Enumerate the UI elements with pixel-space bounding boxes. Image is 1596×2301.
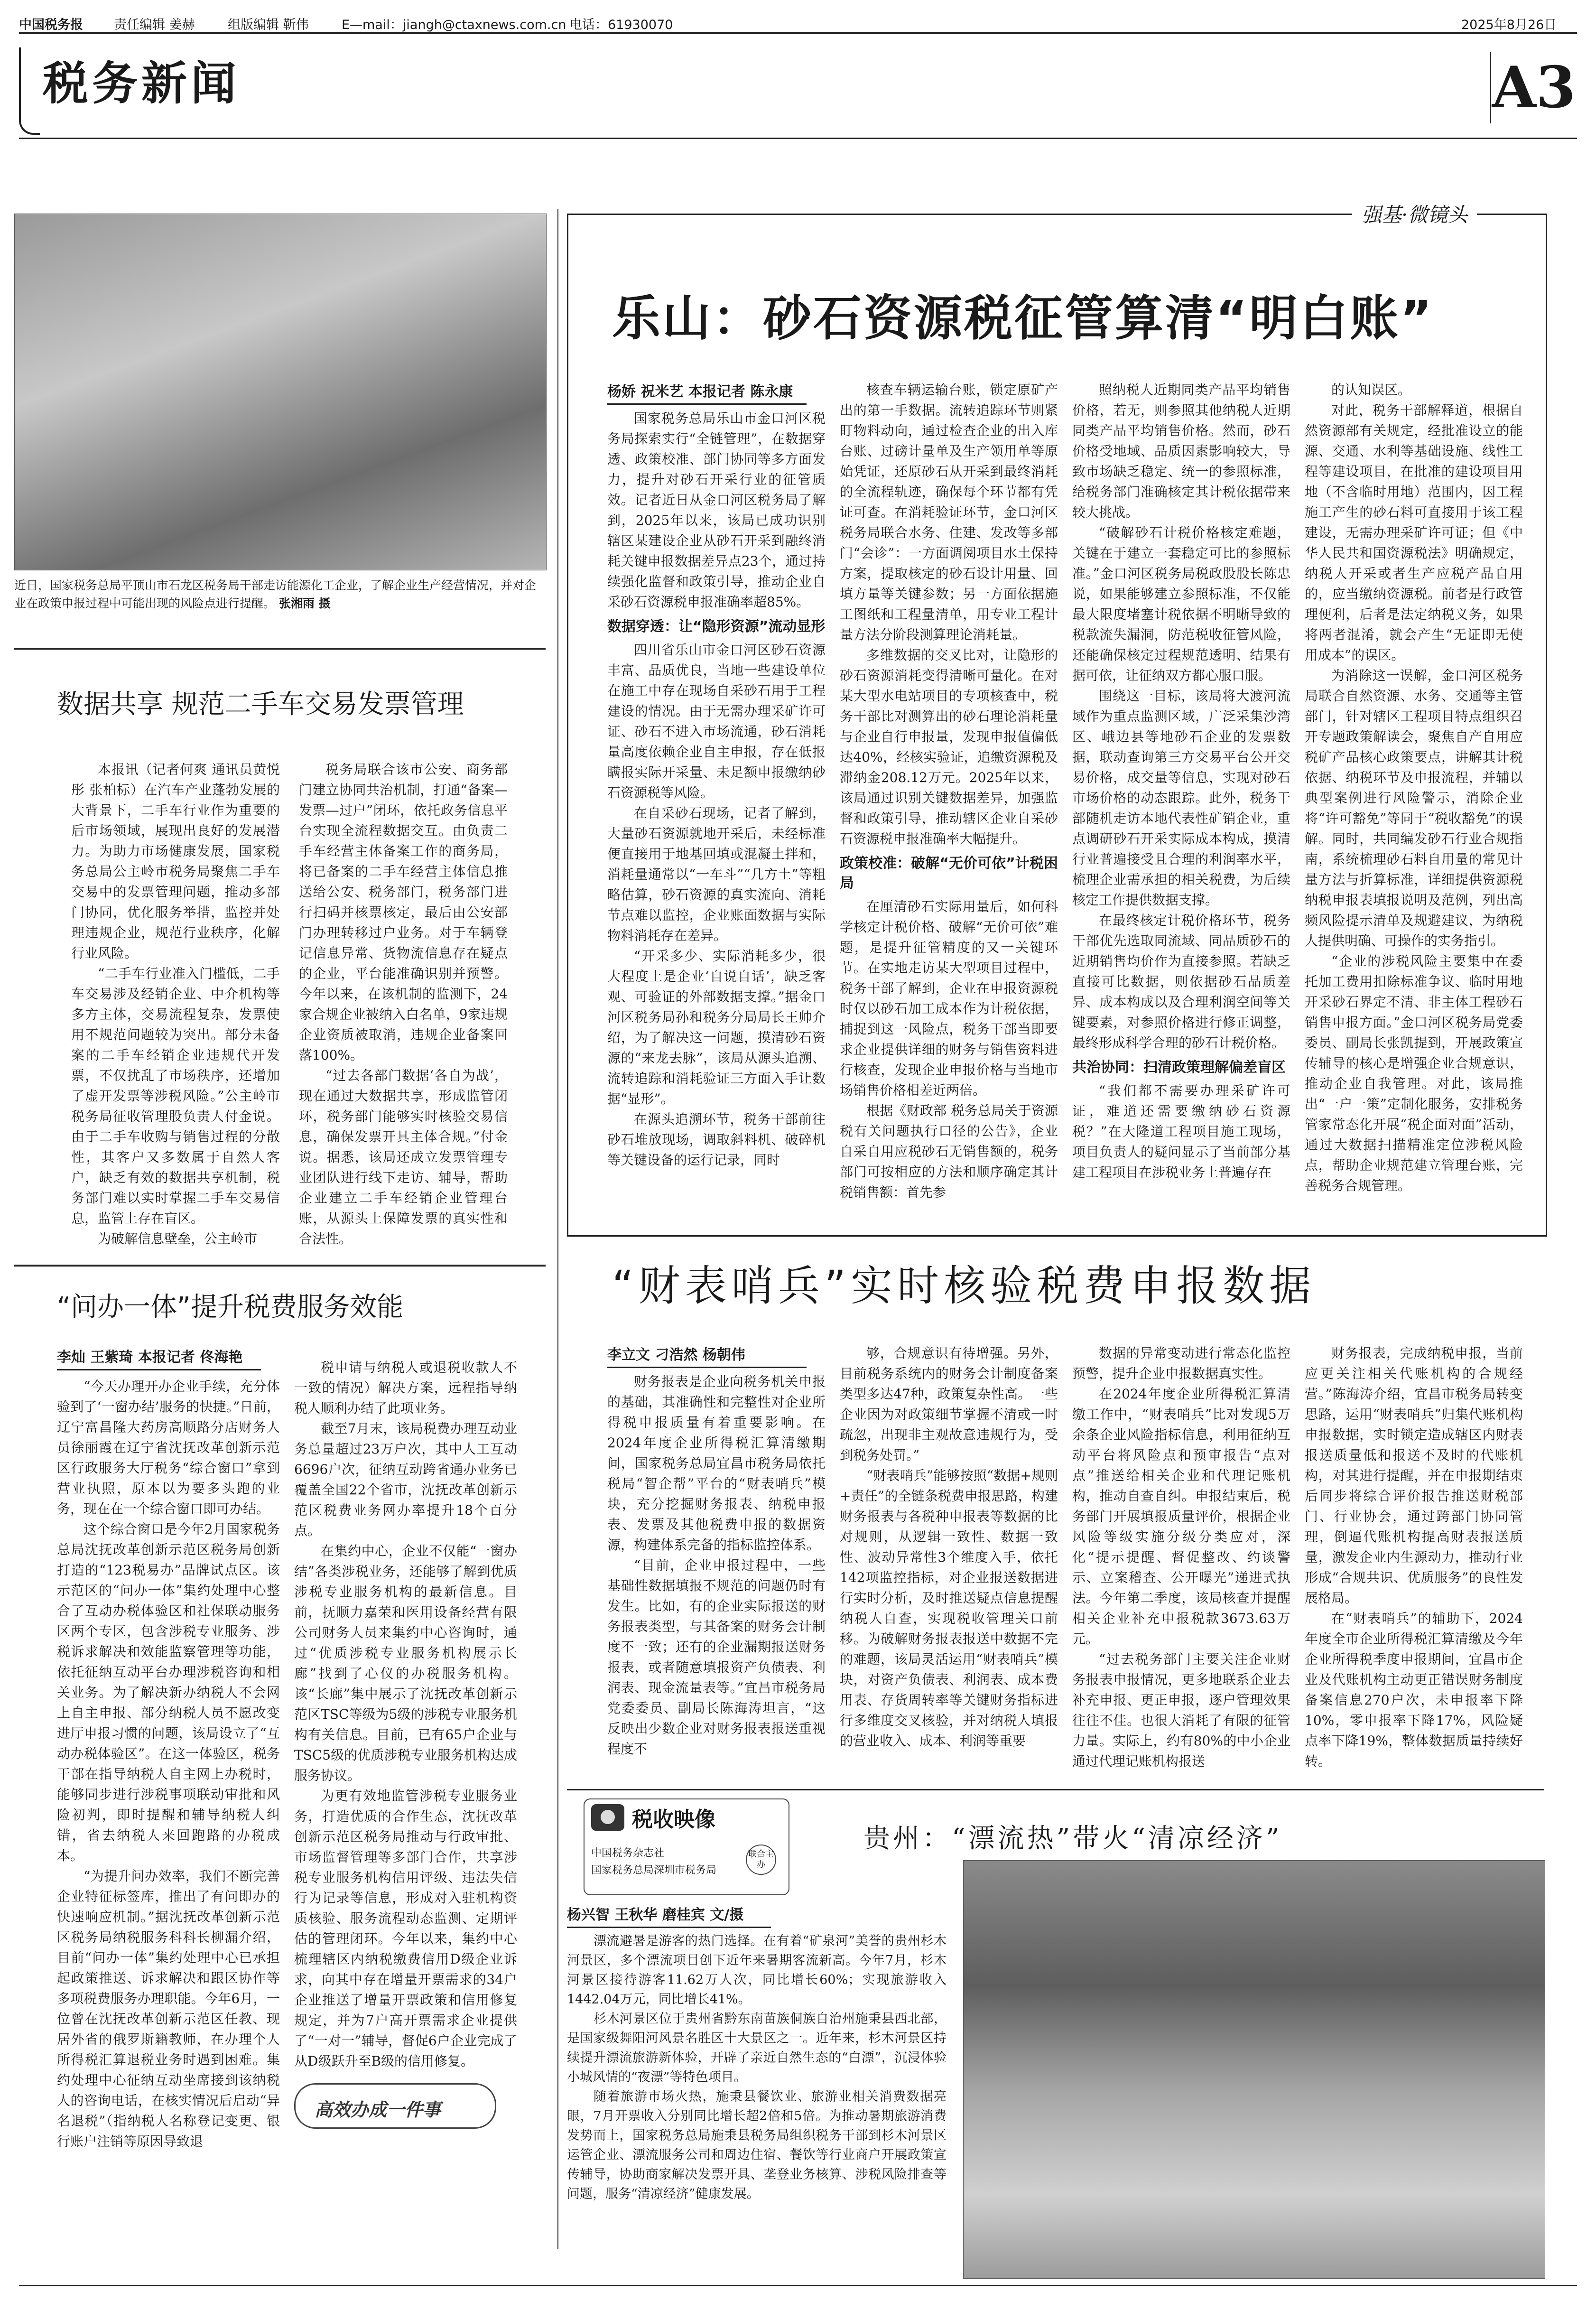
photo1-caption — [14, 577, 546, 617]
paragraph: 的认知误区。 — [1331, 382, 1411, 398]
paragraph: “开采多少、实际消耗多少，很大程度上是企业‘自说自话’，缺乏客观、可验证的外部数据支撑。”据金口河区税务局孙和税务分局局长王帅介绍，为了解决这一问题，摸清砂石资源的“来龙去脉”，该局从源头追溯、流转追踪和消耗验证三方面入手让数据“显形”。 — [607, 948, 826, 1107]
paragraph: “我们都不需要办理采矿许可证，难道还需要缴纳砂石资源税？”在大隆道工程项目施工现场，项目负责人的疑问显示了当前部分基建工程项目在涉税业务上普遍存在 — [1072, 1083, 1290, 1180]
layout-editor: 组版编辑 靳伟 — [228, 18, 309, 32]
banner-text: 高效办成一件事 — [315, 2099, 441, 2120]
subhead: 共治协同：扫清政策理解偏差盲区 — [1072, 1059, 1286, 1076]
paragraph: 多维数据的交叉比对，让隐形的砂石资源消耗变得清晰可量化。在对某大型水电站项目的专项核查中，税务干部比对测算出的砂石理论消耗量与企业自行申报量，发现申报值偏低达40%，经核实验证，追缴资源税及滞纳金208.12万元。2025年以来，该局通过识别关键数据差异，加强监督和政策引导，推动辖区企业自采砂石资源税申报准确率大幅提升。 — [840, 647, 1058, 847]
main2-col4 — [1305, 1343, 1523, 1779]
paragraph: “企业的涉税风险主要集中在委托加工费用扣除标准争议、临时用地开采砂石界定不清、非主体工程砂石销售申报方面。”金口河区税务局党委委员、副局长张凯提到，开展政策宣传辅导的核心是增强企业合规意识，推动企业自我管理。对此，该局推出“一户一策”定制化服务，安排税务管家常态化开展“税企面对面”活动，通过大数据扫描精准定位涉税风险点，帮助企业规范建立管理台账，完善税务合规管理。 — [1305, 953, 1523, 1193]
paragraph: 财务报表是企业向税务机关申报的基础，其准确性和完整性对企业所得税申报质量有着重要影响。在2024年度企业所得税汇算清缴期间，国家税务总局宜昌市税务局依托税局“智企帮”平台的“财表哨兵”模块，充分挖掘财务报表、纳税申报表、发票及其他税费申报的数据资源，构建体系完备的指标监控体系。 — [607, 1374, 826, 1553]
paragraph: 四川省乐山市金口河区砂石资源丰富、品质优良，当地一些建设单位在施工中存在现场自采砂石用于工程建设的情况。由于无需办理采矿许可证、砂石不进入市场流通，砂石消耗量高度依赖企业自主申报，存在低报瞒报实际开采量、未足额申报缴纳砂石资源税等风险。 — [607, 642, 826, 801]
paragraph: 国家税务总局乐山市金口河区税务局探索实行“全链管理”，在数据穿透、政策校准、部门协同等多方面发力，提升对砂石开采行业的征管质效。记者近日从金口河区税务局了解到，2025年以来，该局已成功识别辖区某建设企业从砂石开采到融终消耗关键申报数据差异点23个，通过持续强化监督和政策引导，推动企业自采砂石资源税申报准确率超85%。 — [607, 410, 826, 610]
masthead — [19, 9, 1577, 33]
column-tag: 强基·微镜头 — [1352, 199, 1477, 228]
paragraph: 本报讯（记者何爽 通讯员黄悦彤 张柏标）在汽车产业蓬勃发展的大背景下，二手车行业作为重要的后市场领域，展现出良好的发展潜力。为助力市场健康发展，国家税务总局公主岭市税务局聚焦二手车交易中的发票管理问题，推动多部门协同，优化服务举措，监控并处理违规企业，规范行业秩序，化解行业风险。 — [71, 762, 280, 961]
badge-seal: 联合主办 — [746, 1845, 776, 1875]
left2-col2 — [294, 1357, 517, 2069]
paragraph: 漂流避暑是游客的热门选择。在有着“矿泉河”美誉的贵州杉木河景区，多个漂流项目创下近年来暑期客流新高。今年7月，杉木河景区接待游客11.62万人次，同比增长60%；实现旅游收入1442.04万元，同比增长41%。 — [567, 1934, 946, 2007]
paragraph: 在2024年度企业所得税汇算清缴工作中，“财表哨兵”比对发现5万余条企业风险指标信息，利用征纳互动平台将风险点和预审报告“点对点”推送给相关企业和代理记账机构，推动自查自纠。申报结束后，税务部门开展填报质量评价，根据企业风险等级实施分级分类应对，深化“提示提醒、督促整改、约谈警示、立案稽查、公开曝光”递进式执法。今年第二季度，该局核查并提醒相关企业补充申报税款3673.63万元。 — [1072, 1386, 1290, 1647]
paragraph: 对此，税务干部解释道，根据自然资源部有关规定，经批准设立的能源、交通、水利等基础设施、线性工程等建设项目，在批准的建设项目用地（不含临时用地）范围内，因工程施工产生的砂石料可直接用于该工程建设，无需办理采矿许可证；但《中华人民共和国资源税法》明确规定，纳税人开采或者生产应税产品自用的，应当缴纳资源税。前者是行政管理便利，后者是法定纳税义务，如果将两者混淆，就会产生“无证即无使用成本”的误区。 — [1305, 402, 1523, 663]
left2-top-rule — [14, 1265, 546, 1267]
paragraph: 数据的异常变动进行常态化监控预警，提升企业申报数据真实性。 — [1072, 1345, 1290, 1381]
paragraph: “财表哨兵”能够按照“数据+规则+责任”的全链条税费申报思路，构建财务报表与各税种申报表等数据的比对规则，从逻辑一致性、数据一致性、波动异常性3个维度入手，依托142项监控指标，对企业报送数据进行实时分析，及时推送疑点信息提醒纳税人自查，实现税收管理关口前移。为破解财务报表报送中数据不完的难题，该局灵活运用“财表哨兵”模块，对资产负债表、利润表、成本费用表、存货周转率等关键财务指标进行多维度交叉核验，并对纳税人填报的营业收入、成本、利润等重要 — [840, 1468, 1058, 1749]
main1-col2 — [840, 380, 1058, 1224]
left2-byline: 李灿 王紫琦 本报记者 佟海艳 — [57, 1345, 261, 1370]
masthead-rule — [19, 32, 1577, 34]
paragraph: 为消除这一误解，金口河区税务局联合自然资源、水务、交通等主管部门，针对辖区工程项目特点组织召开专题政策解读会，聚焦自产自用应税矿产品核心政策要点，讲解其计税依据、纳税环节及申报流程，并辅以典型案例进行风险警示，消除企业将“许可豁免”等同于“税收豁免”的误解。同时，共同编发砂石行业合规指南，系统梳理砂石料自用量的常见计量方法与折算标准，详细提供资源税纳税申报表填报说明及范例，列出高频风险提示清单及规避建议，为纳税人提供明确、可操作的实务指引。 — [1305, 668, 1523, 949]
subhead: 政策校准：破解“无价可依”计税困局 — [840, 855, 1058, 892]
paragraph: 财务报表，完成纳税申报，当前应更关注相关代账机构的合规经营。”陈海涛介绍，宜昌市税务局转变思路，运用“财表哨兵”归集代账机构申报数据，实时锁定造成辖区内财表报送质量低和报送不及时的代账机构，对其进行提醒，并在申报期结束后同步将综合评价报告推送财税部门、行业协会，通过跨部门协同管理，倒逼代账机构提高财表报送质量，激发企业内生源动力，推动行业形成“合规共识、优质服务”的良性发展格局。 — [1305, 1345, 1523, 1606]
main2-col1 — [607, 1371, 826, 1779]
feature-headline: 贵州：“漂流热”带火“清凉经济” — [863, 1823, 1282, 1854]
camera-icon — [591, 1804, 624, 1831]
paragraph: “为提升问办效率，我们不断完善企业特征标签库，推出了有问即办的快速响应机制。”据沈抚改革创新示范区税务局纳税服务科科长柳漏介绍，目前“问办一体”集约处理中心已承担起政策推送、诉求解决和跟区协作等多项税费服务办理职能。今年6月，一位曾在沈抚改革创新示范区任教、现居外省的俄罗斯籍教师，在办理个人所得税汇算退税业务时遇到困难。集约处理中心征纳互动坐席接到该纳税人的咨询电话，在核实情况后启动“异名退税”（指纳税人名称登记变更、银行账户注销等原因导致退 — [57, 1868, 280, 2149]
paragraph: 在最终核定计税价格环节，税务干部优先选取同流域、同品质砂石的近期销售均价作为直接参照。若缺乏直接可比数据，则依据砂石品质差异、成本构成以及合理利润空间等关键要素，对参照价格进行修正调整，最终形成科学合理的砂石计税价格。 — [1072, 913, 1290, 1051]
feature-text — [567, 1931, 946, 2282]
paragraph: 税申请与纳税人或退税收款人不一致的情况）解决方案，远程指导纳税人顺利办结了此项业务。 — [294, 1360, 517, 1416]
photo1-caption-text: 近日，国家税务总局平顶山市石龙区税务局干部走访能源化工企业，了解企业生产经营情况，并对企业在政策申报过程中可能出现的风险点进行提醒。 — [14, 578, 537, 610]
paragraph: 核查车辆运输台账，锁定原矿产出的第一手数据。流转追踪环节则紧盯物料动向，通过检查企业的出入库台账、过磅计量单及生产领用单等原始凭证，还原砂石从开采到最终消耗的全流程轨迹，确保每个环节都有凭证可查。在消耗验证环节，金口河区税务局联合水务、住建、发改等多部门“会诊”：一方面调阅项目水土保持方案，提取核定的砂石设计用量、回填方量等关键参数；另一方面依据施工图纸和工程量清单，用专业工程计量方法分阶段测算理论消耗量。 — [840, 382, 1058, 643]
main1-byline: 杨娇 祝米艺 本报记者 陈永康 — [607, 380, 807, 405]
paragraph: 根据《财政部 税务总局关于资源税有关问题执行口径的公告》，企业自采自用应税砂石无销售额的，税务部门可按相应的方法和顺序确定其计税销售额：首先参 — [840, 1103, 1058, 1200]
column-divider — [557, 209, 558, 2249]
paragraph: 照纳税人近期同类产品平均销售价格，若无，则参照其他纳税人近期同类产品平均销售价格。然而，砂石价格受地域、品质因素影响较大，导致市场缺乏稳定、统一的参照标准，给税务部门准确核定其计税依据带来较大挑战。 — [1072, 382, 1290, 520]
photo1-credit: 张湘雨 摄 — [278, 596, 331, 610]
left1-col2 — [299, 759, 508, 1253]
email: E—mail：jiangh@ctaxnews.com.cn — [342, 18, 566, 32]
issue-date: 2025年8月26日 — [1461, 18, 1557, 32]
badge-sub1: 中国税务杂志社 — [591, 1847, 665, 1859]
paragraph: 这个综合窗口是今年2月国家税务总局沈抚改革创新示范区税务局创新打造的“123税易办”品牌试点区。该示范区的“问办一体”集约处理中心整合了互动办税体验区和社保联动服务区两个专区，包含涉税专业服务、涉税诉求解决和效能监察管理等功能，依托征纳互动平台办理涉税咨询和相关业务。为了解决新办纳税人不会网上自主申报、部分纳税人员不愿改变进厅申报习惯的问题，该局设立了“互动办税体验区”。在这一体验区，税务干部在指导纳税人自主网上办税时，能够同步进行涉税事项联动审批和风险初判，即时提醒和辅导纳税人纠错，省去纳税人来回跑路的办税成本。 — [57, 1521, 280, 1863]
section-title: 税务新闻 — [43, 56, 240, 110]
paragraph: “过去各部门数据‘各自为战’，现在通过大数据共享，形成监管闭环，税务部门能够实时核验交易信息，确保发票开具主体合规。”付金说。据悉，该局还成立发票管理专业团队进行线下走访、辅导，帮助企业建立二手车经销企业管理台账，从源头上保障发票的真实性和合法性。 — [299, 1068, 508, 1247]
paragraph: “目前，企业申报过程中，一些基础性数据填报不规范的问题仍时有发生。比如，有的企业实际报送的财务报表类型，与其备案的财务会计制度不一致；还有的企业漏期报送财务报表，或者随意填报资产负债表、利润表、现金流量表等。”宜昌市税务局党委委员、副局长陈海涛坦言，“这反映出少数企业对财务报表报送重视程度不 — [607, 1557, 826, 1757]
footer-rule — [19, 2285, 1577, 2286]
paragraph: 在“财表哨兵”的辅助下，2024年度全市企业所得税汇算清缴及今年企业所得税季度申报期间，宜昌市企业及代账机构主动更正错误财务制度备案信息270户次，未申报率下降10%，零申报率下降17%，风险疑点率下降19%，整体数据质量持续好转。 — [1305, 1611, 1523, 1769]
main1-col1 — [607, 408, 826, 1224]
feature-top-rule — [567, 1789, 1544, 1790]
main1-col3 — [1072, 380, 1290, 1224]
paragraph: 截至7月末，该局税费办理互动业务总量超过23万户次，其中人工互动6696户次，征纳互动跨省通办业务已覆盖全国22个省市，沈抚改革创新示范区税费业务网办率提升18个百分点。 — [294, 1421, 517, 1538]
subhead: 数据穿透：让“隐形资源”流动显形 — [607, 618, 826, 635]
banner-pill — [294, 2083, 496, 2129]
paragraph: 够，合规意识有待增强。另外，目前税务系统内的财务会计制度备案类型多达47种，政策复杂性高。一些企业因为对政策细节掌握不清或一时疏忽，出现非主观故意违规行为，受到税务处罚。” — [840, 1345, 1058, 1463]
header-rule — [19, 138, 1577, 139]
main2-headline: “财表哨兵”实时核验税费申报数据 — [612, 1261, 1316, 1310]
paragraph: “破解砂石计税价格核定难题，关键在于建立一套稳定可比的参照标准。”金口河区税务局税政股股长陈忠说，如果能够建立参照标准，不仅能最大限度堵塞计税依据不明晰导致的税款流失漏洞，防范税收征管风险，还能确保核定过程规范透明、结果有据可依，让征纳双方都心服口服。 — [1072, 525, 1290, 683]
main2-byline: 李立文 刁浩然 杨朝伟 — [607, 1343, 807, 1368]
paragraph: 在集约中心，企业不仅能“一窗办结”各类涉税业务，还能够了解到优质涉税专业服务机构的最新信息。目前，抚顺力嘉荣和医用设备经营有限公司财务人员来集约中心咨询时，通过“优质涉税专业服务机构展示长廊”找到了心仪的办税服务机构。该“长廊”集中展示了沈抚改革创新示范区TSC等级为5级的涉税专业服务机构有关信息。目前，已有65户企业与TSC5级的优质涉税专业服务机构达成服务协议。 — [294, 1543, 517, 1783]
paragraph: 随着旅游市场火热，施秉县餐饮业、旅游业相关消费数据亮眼，7月开票收入分别同比增长超2倍和5倍。为推动暑期旅游消费发势而上，国家税务总局施秉县税务局组织税务干部到杉木河景区运管企业、漂流服务公司和周边住宿、餐饮等行业商户开展政策宣传辅导，协助商家解决发票开具、垄登业务核算、涉税风险排查等问题，服务“清凉经济”健康发展。 — [567, 2089, 946, 2201]
main2-col2 — [840, 1343, 1058, 1779]
left2-col1 — [57, 1376, 280, 2235]
left1-col1 — [71, 759, 280, 1253]
paragraph: 为破解信息壁垒，公主岭市 — [98, 1231, 258, 1247]
page-number: A3 — [1490, 52, 1577, 123]
main1-col4 — [1305, 380, 1523, 1224]
paragraph: 在厘清砂石实际用量后，如何科学核定计税价格、破解“无价可依”难题，是提升征管精度的又一关键环节。在实地走访某大型项目过程中，税务干部了解到，企业在申报资源税时仅以砂石加工成本作为计税依据，捕捉到这一风险点，税务干部当即要求企业提供详细的财务与销售资料进行核查，发现企业申报价格与当地市场销售价格相差近两倍。 — [840, 899, 1058, 1098]
editor: 责任编辑 姜赫 — [114, 18, 195, 32]
paragraph: 税务局联合该市公安、商务部门建立协同共治机制，打通“备案—发票—过户”闭环，依托政务信息平台实现全流程数据交互。由负责二手车经营主体备案工作的商务局，将已备案的二手车经营主体信息推送给公安、税务部门，税务部门进行扫码并核票核定，最后由公安部门办理转移过户业务。对于车辆登记信息异常、货物流信息存在疑点的企业，平台能准确识别并预警。今年以来，在该机制的监测下，24家合规企业被纳入白名单，9家违规企业资质被取消，违规企业备案回落100%。 — [299, 762, 508, 1063]
section-bracket — [19, 47, 40, 135]
feature-badge — [584, 1798, 789, 1895]
left1-headline: 数据共享 规范二手车交易发票管理 — [57, 689, 464, 720]
paragraph: “今天办理开办企业手续，充分体验到了‘一窗办结’服务的快捷。”日前，辽宁富昌隆大药房高顺路分店财务人员徐丽霞在辽宁省沈抚改革创新示范区行政服务大厅税务“综合窗口”拿到营业执照，原本以为要多头跑的业务，现在在一个综合窗口即可办结。 — [57, 1379, 280, 1517]
left1-top-rule — [14, 648, 546, 650]
phone: 电话：61930070 — [569, 18, 673, 32]
feature-byline: 杨兴智 王秋华 磨桂宾 文/摄 — [567, 1903, 771, 1928]
paragraph: 为更有效地监管涉税专业服务业务，打造优质的合作生态，沈抚改革创新示范区税务局推动与行政审批、市场监督管理等多部门合作，共享涉税专业服务机构信用评级、违法失信行为记录等信息，形成对入驻机构资质核验、服务流程动态监测、定期评估的管理闭环。今年以来，集约中心梳理辖区内纳税缴费信用D级企业诉求，向其中存在增量开票需求的34户企业推送了增量开票政策和信用修复规定，并为7户高开票需求企业提供了“一对一”辅导，督促6户企业完成了从D级跃升至B级的信用修复。 — [294, 1788, 517, 2069]
paragraph: 在源头追溯环节，税务干部前往砂石堆放现场，调取斜料机、破碎机等关键设备的运行记录，同时 — [607, 1111, 826, 1168]
paragraph: 在自采砂石现场，记者了解到，大量砂石资源就地开采后，未经标准便直接用于地基回填或混凝土拌和，消耗量通常以“一车斗”“几方土”等粗略估算，砂石资源的真实流向、消耗节点难以监控，企业账面数据与实际物料消耗存在差异。 — [607, 805, 826, 943]
photo-rafting-river — [963, 1860, 1545, 2279]
main2-col3 — [1072, 1343, 1290, 1779]
paragraph: 围绕这一目标，该局将大渡河流域作为重点监测区域，广泛采集沙湾区、峨边县等地砂石企业的发票数据，联动查询第三方交易平台公开交易价格，成交量等信息，实现对砂石市场价格的动态跟踪。此外，税务干部随机走访本地代表性矿销企业，重点调研砂石开采实际成本构成，摸清行业普遍接受且合理的利润率水平，梳理企业需承担的相关税费，为后续核定工作提供数据支撑。 — [1072, 688, 1290, 908]
badge-sub2: 国家税务总局深圳市税务局 — [591, 1864, 717, 1876]
paragraph: “二手车行业准入门槛低，二手车交易涉及经销企业、中介机构等多方主体，交易流程复杂，发票使用不规范问题较为突出。部分未备案的二手车经销企业违规代开发票，不仅扰乱了市场秩序，还增加了虚开发票等涉税风险。”公主岭市税务局征收管理股负责人付金说。由于二手车收购与销售过程的分散性，其客户又多数属于自然人客户，缺乏有效的数据共享机制，税务部门难以实时掌握二手车交易信息，监管上存在盲区。 — [71, 966, 280, 1226]
left2-headline: “问办一体”提升税费服务效能 — [57, 1292, 404, 1323]
paragraph: “过去税务部门主要关注企业财务报表申报情况，更多地联系企业去补充申报、更正申报，逐户管理效果往往不佳。也很大消耗了有限的征管力量。实际上，约有80%的中小企业通过代理记账机构报送 — [1072, 1651, 1290, 1769]
paper-name: 中国税务报 — [19, 18, 83, 32]
badge-title: 税收映像 — [632, 1807, 715, 1832]
photo-tax-officers — [14, 214, 547, 570]
paragraph: 杉木河景区位于贵州省黔东南苗族侗族自治州施秉县西北部，是国家级舞阳河风景名胜区十大景区之一。近年来，杉木河景区持续提升漂流旅游新体验，开辟了亲近自然生态的“白漂”，沉浸体验小城风情的“夜漂”等特色项目。 — [567, 2012, 946, 2085]
main1-headline: 乐山：砂石资源税征管算清“明白账” — [612, 290, 1434, 347]
